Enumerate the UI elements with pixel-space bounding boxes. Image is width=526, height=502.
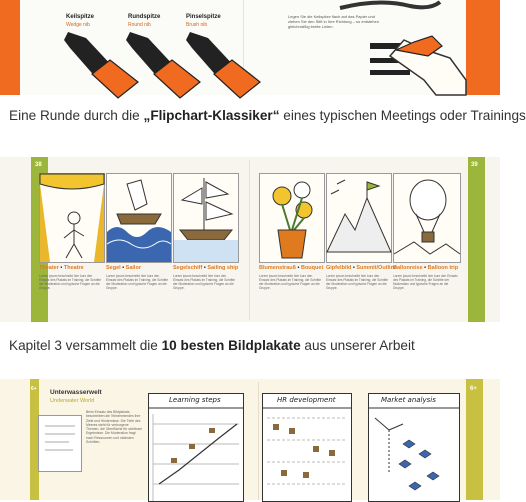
caption-text: Kapitel 3 versammelt die [9,338,162,353]
pen-sub-brush: Brush nib [186,22,208,28]
bouquet-illustration [260,174,324,262]
poster-title-de: Segel [106,265,121,271]
book-gutter [258,382,259,500]
poster-hr-development [262,393,352,502]
section-description: Beim Einsatz des Bildplakats beschreiben die Teilnehmenden ihre Ziele und Hindernisse. Die Tiefe des Meeres steht für verborgene Themen, die Oberfläche für sichtbare Ergebnisse. Die Moderation fragt nach Ressourcen und nächsten Schritten. [86,410,142,445]
poster-title-theatre: Theater • Theatre [39,265,84,271]
caption-bold: „Flipchart-Klassiker“ [143,108,280,123]
poster-bouquet [259,173,325,263]
summit-illustration [327,174,391,262]
poster-hand-title: Market analysis [381,396,436,404]
poster-market-analysis [368,393,460,502]
caption-text: Eine Runde durch die [9,108,144,123]
poster-description: Lorem ipsum beschreibt hier kurz den Einsatz des Plakats im Training, die Schritte der Moderation und typische Fragen an die Gruppe. [173,274,236,290]
pen-label-round: Rundspitze [128,14,161,20]
pen-sub-round: Round nib [128,22,151,28]
pen-label-wedge: Keilspitze [66,14,95,20]
poster-hand-title: HR development [277,396,336,404]
marker-pen-icon [186,32,260,98]
poster-title-de: Segelschiff [173,265,203,271]
poster-title-en: Bouquet [300,265,324,271]
poster-title-en: Theatre [63,265,84,271]
poster-title-sailor: Segel • Sailor [106,265,141,271]
pen-label-brush: Pinselspitze [186,14,221,20]
drawn-line-3 [370,70,410,75]
poster-title-sailing-ship: Segelschiff • Sailing ship [173,265,239,271]
poster-title-de: Gipfelbild [326,265,352,271]
poster-title-en: Summit/Outline [356,265,397,271]
market-analysis-illustration [369,394,459,501]
hand-drawing-illustration [340,0,466,95]
page-number: 6+ [31,386,37,392]
poster-title-balloon: Ballonreise • Balloon trip [393,265,459,271]
poster-description: Lorem ipsum beschreibt hier kurz den Einsatz des Plakats im Training, die Schritte der Moderation und typische Fragen an die Gruppe. [393,274,458,290]
olive-side-tab-right [466,379,483,500]
balloon-illustration [394,174,460,262]
poster-description: Lorem ipsum beschreibt hier kurz den Einsatz des Plakats im Training, die Schritte der Moderation und typische Fragen an die Gruppe. [326,274,389,290]
poster-title-de: Ballonreise [393,265,423,271]
caption-best-posters [9,338,415,353]
poster-title-en: Sailing ship [207,265,239,271]
learning-steps-illustration [149,394,243,501]
thumbnail-lines [39,416,81,471]
pen-sub-wedge: Wedge nib [66,22,90,28]
section-subtitle: Underwater World [50,398,95,404]
poster-summit [326,173,392,263]
poster-title-summit: Gipfelbild • Summit/Outline [326,265,397,271]
poster-title-bouquet: Blumenstrauß • Bouquet [259,265,324,271]
hr-development-illustration [263,394,351,501]
page-number: 39 [471,162,478,168]
caption-bold: 10 besten Bildplakate [161,338,301,353]
poster-title-en: Sailor [125,265,141,271]
caption-flipchart-classics [9,108,526,123]
hand-icon [390,36,466,95]
green-side-tab-right [468,157,485,322]
poster-hand-title: Learning steps [169,396,221,404]
caption-text: eines typischen Meetings oder Trainings [279,108,526,123]
poster-title-en: Balloon trip [427,265,459,271]
poster-description: Lorem ipsum beschreibt hier kurz den Einsatz des Plakats im Training, die Schritte der Moderation und typische Fragen an die Gruppe. [106,274,169,290]
poster-sailor [106,173,172,263]
page-number: 38 [35,162,42,168]
section-title: Unterwasserwelt [50,389,102,396]
page-number: 6+ [470,386,477,392]
orange-side-tab-left [0,0,20,95]
poster-learning-steps [148,393,244,502]
poster-sailing-ship [173,173,239,263]
theatre-illustration [40,174,104,262]
marker-pens-illustration [40,28,250,95]
sailor-illustration [107,174,171,262]
sailing-ship-illustration [174,174,238,262]
marker-pen-icon [64,32,138,98]
poster-title-de: Blumenstrauß [259,265,296,271]
poster-theatre [39,173,105,263]
poster-description: Lorem ipsum beschreibt hier kurz den Einsatz des Plakats im Training, die Schritte der Moderation und typische Fragen an die Gruppe. [39,274,102,290]
poster-balloon [393,173,461,263]
poster-title-de: Theater [39,265,59,271]
pen-technique-note: Legen Sie die Keilspitze flach auf das Papier und ziehen Sie den Stift in Ihre Richtung – so entstehen gleichmäßig breite Linien. [288,14,379,29]
orange-side-tab-right [466,0,500,95]
book-gutter [249,160,250,320]
poster-description: Lorem ipsum beschreibt hier kurz den Einsatz des Plakats im Training, die Schritte der Moderation und typische Fragen an die Gruppe. [259,274,322,290]
caption-text: aus unserer Arbeit [300,338,415,353]
poster-thumbnail [38,415,82,472]
